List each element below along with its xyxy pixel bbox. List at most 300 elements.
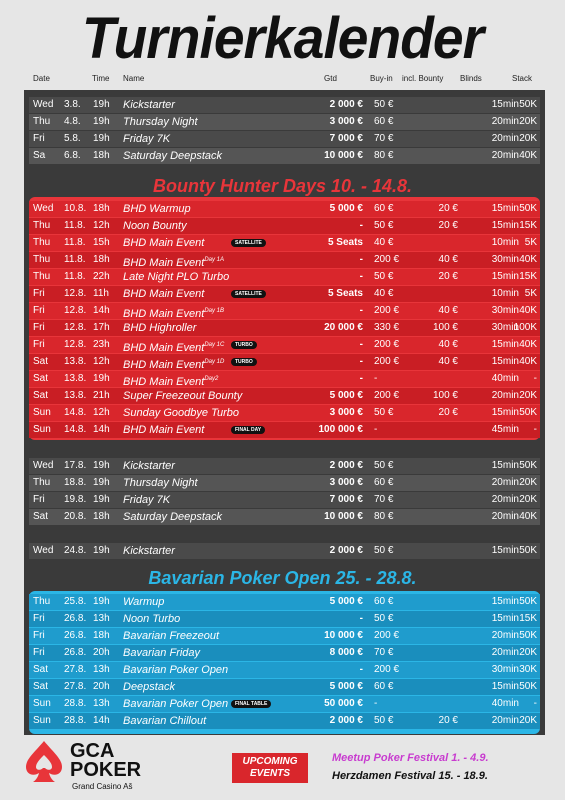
- cell-gtd: 5 Seats: [327, 237, 363, 248]
- cell-time: 18h: [93, 630, 110, 641]
- cell-gtd: -: [359, 664, 363, 675]
- cell-blinds: 40min: [491, 698, 519, 709]
- cell-name: [123, 422, 204, 438]
- cell-buyin: 80 €: [374, 150, 394, 161]
- cell-name: [123, 594, 164, 610]
- cell-name: [123, 218, 187, 234]
- cell-bounty: 40 €: [438, 339, 458, 350]
- cell-time: 18h: [93, 254, 110, 265]
- cell-date: 6.8.: [64, 150, 81, 161]
- cell-blinds: 40min: [491, 373, 519, 384]
- cell-date: 27.8.: [64, 664, 87, 675]
- table-row: [29, 337, 540, 353]
- cell-time: 22h: [93, 271, 110, 282]
- cell-bounty: 20 €: [438, 203, 458, 214]
- cell-time: 19h: [93, 494, 110, 505]
- cell-date: 13.8.: [64, 373, 87, 384]
- cell-stack: 40K: [519, 150, 537, 161]
- cell-name: [123, 611, 180, 627]
- cell-gtd: 10 000 €: [324, 630, 363, 641]
- cell-name: [123, 492, 170, 508]
- event-day-label: Day 1A: [204, 257, 224, 263]
- event-day-label: Day2: [204, 376, 219, 382]
- table-row: [29, 594, 540, 610]
- cell-time: 11h: [93, 288, 109, 299]
- cell-date: 13.8.: [64, 356, 87, 367]
- cell-blinds: 20min: [491, 150, 519, 161]
- cell-stack: 20K: [519, 390, 537, 401]
- col-time: Time: [92, 74, 110, 83]
- cell-day: Sun: [33, 715, 51, 726]
- cell-date: 27.8.: [64, 681, 87, 692]
- cell-blinds: 20min: [491, 647, 519, 658]
- logo-poker: POKER: [70, 759, 142, 781]
- event-name: Saturday Deepstack: [123, 150, 223, 162]
- event-name: Late Night PLO Turbo: [123, 271, 230, 283]
- table-row: [29, 458, 540, 474]
- cell-name: [123, 509, 222, 525]
- cell-name: [123, 114, 198, 130]
- cell-stack: 5K: [524, 288, 537, 299]
- cell-gtd: 3 000 €: [329, 407, 363, 418]
- cell-buyin: 50 €: [374, 271, 394, 282]
- cell-name: [123, 543, 175, 559]
- cell-stack: -: [533, 424, 537, 435]
- cell-bounty: 20 €: [438, 220, 458, 231]
- cell-date: 19.8.: [64, 494, 87, 505]
- cell-day: Sat: [33, 373, 49, 384]
- cell-date: 18.8.: [64, 477, 87, 488]
- cell-gtd: -: [359, 220, 363, 231]
- col-date: Date: [33, 74, 50, 83]
- event-name: Noon Turbo: [123, 613, 181, 625]
- cell-stack: 15K: [519, 271, 537, 282]
- cell-day: Fri: [33, 613, 45, 624]
- cell-stack: -: [533, 698, 537, 709]
- cell-date: 11.8.: [64, 220, 86, 231]
- cell-stack: 50K: [519, 596, 537, 607]
- cell-stack: 20K: [519, 494, 537, 505]
- cell-bounty: 40 €: [438, 254, 458, 265]
- cell-time: 15h: [93, 237, 110, 248]
- event-name: Saturday Deepstack: [123, 511, 223, 523]
- table-row: [29, 131, 540, 147]
- cell-gtd: 2 000 €: [329, 99, 363, 110]
- section-title-bhd: Bounty Hunter Days 10. - 14.8.: [152, 176, 413, 196]
- cell-day: Thu: [33, 271, 51, 282]
- cell-day: Wed: [33, 99, 54, 110]
- event-name: Kickstarter: [123, 545, 175, 557]
- table-row: [29, 713, 540, 729]
- cell-blinds: 20min: [491, 494, 519, 505]
- cell-buyin: 200 €: [374, 630, 400, 641]
- event-day-label: Day 1D: [204, 359, 225, 365]
- cell-time: 20h: [93, 681, 110, 692]
- cell-blinds: 15min: [491, 596, 519, 607]
- cell-gtd: 2 000 €: [329, 545, 363, 556]
- cell-blinds: 15min: [491, 407, 519, 418]
- cell-name: [123, 97, 175, 113]
- event-tag-badge: TURBO: [231, 341, 257, 349]
- cell-stack: 50K: [519, 545, 537, 556]
- cell-bounty: 20 €: [438, 715, 458, 726]
- cell-day: Thu: [33, 254, 51, 265]
- table-row: [29, 286, 540, 302]
- cell-blinds: 30min: [491, 305, 519, 316]
- event-name: BHD Main Event: [123, 342, 205, 354]
- event-name: Kickstarter: [123, 99, 175, 111]
- event-name: BHD Main Event: [123, 359, 205, 371]
- event-name: BHD Highroller: [123, 322, 197, 334]
- table-row: [29, 388, 540, 404]
- cell-day: Fri: [33, 494, 45, 505]
- col-blinds: Blinds: [460, 74, 482, 83]
- cell-day: Fri: [33, 322, 45, 333]
- table-row: [29, 303, 540, 319]
- cell-bounty: 40 €: [438, 356, 458, 367]
- cell-date: 12.8.: [64, 305, 87, 316]
- cell-stack: -: [533, 373, 537, 384]
- cell-bounty: 100 €: [432, 390, 458, 401]
- cell-buyin: 60 €: [374, 203, 394, 214]
- event-name: Super Freezeout Bounty: [123, 390, 243, 402]
- column-headers: [0, 72, 565, 86]
- cell-date: 11.8.: [64, 254, 86, 265]
- cell-date: 26.8.: [64, 647, 87, 658]
- table-row: [29, 679, 540, 695]
- table-row: [29, 269, 540, 285]
- spade-logo-icon: [24, 739, 64, 783]
- cell-date: 25.8.: [64, 596, 87, 607]
- table-row: [29, 218, 540, 234]
- cell-buyin: 50 €: [374, 715, 394, 726]
- table-row: [29, 475, 540, 491]
- cell-blinds: 30min: [491, 664, 519, 675]
- event-day-label: Day 1B: [204, 308, 224, 314]
- cell-gtd: 10 000 €: [324, 150, 363, 161]
- cell-stack: 20K: [519, 477, 537, 488]
- cell-gtd: -: [359, 305, 363, 316]
- cell-date: 26.8.: [64, 630, 87, 641]
- cell-date: 3.8.: [64, 99, 81, 110]
- cell-time: 18h: [93, 203, 110, 214]
- cell-date: 14.8.: [64, 424, 87, 435]
- cell-day: Sat: [33, 664, 49, 675]
- cell-name: [123, 320, 196, 336]
- cell-day: Thu: [33, 596, 51, 607]
- cell-day: Sat: [33, 390, 49, 401]
- cell-day: Thu: [33, 237, 51, 248]
- cell-blinds: 20min: [491, 390, 519, 401]
- cell-date: 26.8.: [64, 613, 87, 624]
- cell-day: Sun: [33, 407, 51, 418]
- event-name: Friday 7K: [123, 133, 171, 145]
- cell-buyin: 80 €: [374, 511, 394, 522]
- table-row: [29, 645, 540, 661]
- cell-gtd: 2 000 €: [329, 715, 363, 726]
- cell-gtd: -: [359, 254, 363, 265]
- cell-gtd: 100 000 €: [318, 424, 363, 435]
- col-bounty: incl. Bounty: [402, 74, 444, 83]
- cell-gtd: -: [359, 356, 363, 367]
- col-name: Name: [123, 74, 145, 83]
- cell-time: 12h: [93, 220, 110, 231]
- cell-bounty: 20 €: [438, 271, 458, 282]
- cell-date: 13.8.: [64, 390, 87, 401]
- event-name: BHD Main Event: [123, 308, 205, 320]
- table-row: [29, 543, 540, 559]
- cell-time: 19h: [93, 133, 110, 144]
- table-row: [29, 405, 540, 421]
- event-tag-badge: SATELLITE: [231, 290, 266, 298]
- cell-name: [123, 388, 242, 404]
- cell-buyin: 200 €: [374, 356, 400, 367]
- event-name: BHD Main Event: [123, 257, 205, 269]
- cell-gtd: 5 000 €: [329, 681, 363, 692]
- cell-blinds: 15min: [491, 99, 519, 110]
- col-gtd: Gtd: [324, 74, 337, 83]
- cell-name: [123, 131, 170, 147]
- cell-gtd: -: [359, 339, 363, 350]
- cell-date: 5.8.: [64, 133, 81, 144]
- cell-stack: 15K: [519, 613, 537, 624]
- event-name: Thursday Night: [123, 116, 198, 128]
- cell-day: Wed: [33, 460, 54, 471]
- table-row: [29, 611, 540, 627]
- event-name: BHD Main Event: [123, 424, 205, 436]
- cell-buyin: 50 €: [374, 407, 394, 418]
- cell-time: 13h: [93, 613, 110, 624]
- table-row: [29, 662, 540, 678]
- cell-buyin: -: [374, 373, 378, 384]
- event-name: Warmup: [123, 596, 165, 608]
- cell-time: 23h: [93, 339, 110, 350]
- table-row: [29, 252, 540, 268]
- cell-time: 14h: [93, 424, 110, 435]
- cell-date: 10.8.: [64, 203, 87, 214]
- cell-day: Fri: [33, 133, 45, 144]
- event-name: BHD Main Event: [123, 288, 205, 300]
- cell-name: [123, 269, 229, 285]
- cell-gtd: 3 000 €: [329, 477, 363, 488]
- cell-gtd: 5 000 €: [329, 390, 363, 401]
- cell-buyin: 40 €: [374, 288, 394, 299]
- cell-stack: 20K: [519, 133, 537, 144]
- cell-day: Fri: [33, 647, 45, 658]
- table-row: [29, 235, 540, 251]
- upcoming-event-2: Herzdamen Festival 15. - 18.9.: [332, 770, 488, 782]
- cell-day: Sun: [33, 698, 51, 709]
- cell-gtd: 5 000 €: [329, 596, 363, 607]
- cell-gtd: 7 000 €: [329, 494, 363, 505]
- event-name: BHD Main Event: [123, 237, 205, 249]
- cell-blinds: 30min: [491, 322, 519, 333]
- cell-name: [123, 458, 175, 474]
- cell-time: 18h: [93, 511, 110, 522]
- event-tag-badge: SATELLITE: [231, 239, 266, 247]
- table-row: [29, 201, 540, 217]
- cell-stack: 5K: [524, 237, 537, 248]
- col-buyin: Buy-in: [370, 74, 393, 83]
- cell-blinds: 45min: [491, 424, 519, 435]
- cell-buyin: 60 €: [374, 596, 394, 607]
- event-name: Sunday Goodbye Turbo: [123, 407, 239, 419]
- event-name: Friday 7K: [123, 494, 171, 506]
- cell-buyin: 60 €: [374, 477, 394, 488]
- badge-line1: UPCOMING: [242, 756, 298, 767]
- cell-time: 12h: [93, 356, 110, 367]
- cell-name: [123, 662, 228, 678]
- cell-blinds: 15min: [491, 220, 519, 231]
- badge-line2: EVENTS: [249, 768, 290, 779]
- cell-stack: 20K: [519, 647, 537, 658]
- cell-stack: 30K: [519, 664, 537, 675]
- cell-buyin: 50 €: [374, 220, 394, 231]
- cell-buyin: 70 €: [374, 494, 394, 505]
- upcoming-event-1: Meetup Poker Festival 1. - 4.9.: [332, 752, 489, 764]
- cell-buyin: -: [374, 698, 378, 709]
- page-title: Turnierkalender: [81, 6, 484, 71]
- table-row: [29, 114, 540, 130]
- cell-date: 24.8.: [64, 545, 87, 556]
- cell-date: 12.8.: [64, 339, 87, 350]
- cell-date: 28.8.: [64, 715, 87, 726]
- cell-stack: 40K: [519, 339, 537, 350]
- cell-time: 19h: [93, 460, 110, 471]
- event-day-label: Day 1C: [204, 342, 225, 348]
- cell-name: [123, 679, 175, 695]
- cell-buyin: 200 €: [374, 254, 400, 265]
- cell-date: 11.8.: [64, 271, 86, 282]
- section-title-bpo: Bavarian Poker Open 25. - 28.8.: [148, 568, 417, 588]
- cell-blinds: 20min: [491, 715, 519, 726]
- cell-gtd: -: [359, 613, 363, 624]
- cell-time: 19h: [93, 116, 110, 127]
- table-row: [29, 320, 540, 336]
- cell-gtd: 20 000 €: [324, 322, 363, 333]
- cell-name: [123, 286, 204, 302]
- cell-bounty: 100 €: [432, 322, 458, 333]
- cell-time: 20h: [93, 647, 110, 658]
- cell-time: 21h: [93, 390, 110, 401]
- cell-stack: 40K: [519, 254, 537, 265]
- cell-gtd: 2 000 €: [329, 460, 363, 471]
- cell-day: Fri: [33, 339, 45, 350]
- cell-stack: 40K: [519, 305, 537, 316]
- cell-gtd: 5 Seats: [327, 288, 363, 299]
- cell-name: [123, 696, 228, 712]
- cell-stack: 40K: [519, 511, 537, 522]
- cell-day: Fri: [33, 630, 45, 641]
- cell-blinds: 15min: [491, 356, 519, 367]
- cell-blinds: 15min: [491, 271, 519, 282]
- cell-date: 12.8.: [64, 288, 87, 299]
- table-row: [29, 422, 540, 438]
- event-name: Bavarian Friday: [123, 647, 201, 659]
- event-name: Deepstack: [123, 681, 175, 693]
- table-row: [29, 628, 540, 644]
- cell-blinds: 10min: [491, 237, 519, 248]
- cell-blinds: 15min: [491, 460, 519, 471]
- event-name: Bavarian Chillout: [123, 715, 207, 727]
- event-name: Bavarian Poker Open: [123, 664, 229, 676]
- cell-blinds: 20min: [491, 116, 519, 127]
- cell-name: [123, 475, 198, 491]
- cell-stack: 50K: [519, 630, 537, 641]
- cell-stack: 50K: [519, 99, 537, 110]
- event-tag-badge: FINAL TABLE: [231, 700, 271, 708]
- table-row: [29, 371, 540, 387]
- cell-blinds: 20min: [491, 477, 519, 488]
- cell-time: 14h: [93, 715, 110, 726]
- cell-date: 14.8.: [64, 407, 87, 418]
- cell-date: 12.8.: [64, 322, 87, 333]
- cell-buyin: 50 €: [374, 613, 394, 624]
- logo-gca: GCA: [70, 740, 115, 762]
- cell-date: 20.8.: [64, 511, 87, 522]
- cell-name: [123, 235, 204, 251]
- cell-buyin: 50 €: [374, 460, 394, 471]
- cell-gtd: 10 000 €: [324, 511, 363, 522]
- cell-day: Fri: [33, 305, 45, 316]
- cell-time: 12h: [93, 407, 110, 418]
- table-row: [29, 97, 540, 113]
- cell-gtd: 7 000 €: [329, 133, 363, 144]
- cell-day: Sat: [33, 356, 49, 367]
- cell-name: [123, 713, 206, 729]
- event-name: BHD Main Event: [123, 376, 205, 388]
- cell-day: Thu: [33, 477, 51, 488]
- cell-day: Thu: [33, 220, 51, 231]
- cell-buyin: 330 €: [374, 322, 400, 333]
- cell-buyin: -: [374, 424, 378, 435]
- cell-buyin: 200 €: [374, 305, 400, 316]
- cell-blinds: 15min: [491, 613, 519, 624]
- cell-day: Wed: [33, 203, 54, 214]
- cell-gtd: 3 000 €: [329, 116, 363, 127]
- cell-gtd: -: [359, 271, 363, 282]
- cell-stack: 100K: [513, 322, 537, 333]
- cell-name: [123, 201, 191, 217]
- cell-bounty: 40 €: [438, 305, 458, 316]
- cell-day: Sat: [33, 681, 49, 692]
- cell-name: [123, 405, 239, 421]
- event-tag-badge: TURBO: [231, 358, 257, 366]
- cell-gtd: 50 000 €: [324, 698, 363, 709]
- cell-buyin: 60 €: [374, 681, 394, 692]
- cell-stack: 40K: [519, 356, 537, 367]
- cell-blinds: 30min: [491, 254, 519, 265]
- cell-blinds: 15min: [491, 339, 519, 350]
- cell-gtd: 8 000 €: [329, 647, 363, 658]
- cell-time: 19h: [93, 373, 110, 384]
- cell-blinds: 20min: [491, 133, 519, 144]
- cell-stack: 50K: [519, 407, 537, 418]
- cell-date: 17.8.: [64, 460, 87, 471]
- cell-day: Wed: [33, 545, 54, 556]
- cell-day: Sa: [33, 150, 46, 161]
- logo-sub: Grand Casino Aš: [72, 782, 133, 791]
- cell-blinds: 15min: [491, 545, 519, 556]
- event-name: BHD Warmup: [123, 203, 191, 215]
- table-row: [29, 509, 540, 525]
- cell-name: [123, 148, 222, 164]
- cell-gtd: -: [359, 373, 363, 384]
- cell-time: 19h: [93, 596, 110, 607]
- cell-stack: 15K: [519, 220, 537, 231]
- cell-buyin: 200 €: [374, 664, 400, 675]
- cell-buyin: 200 €: [374, 339, 400, 350]
